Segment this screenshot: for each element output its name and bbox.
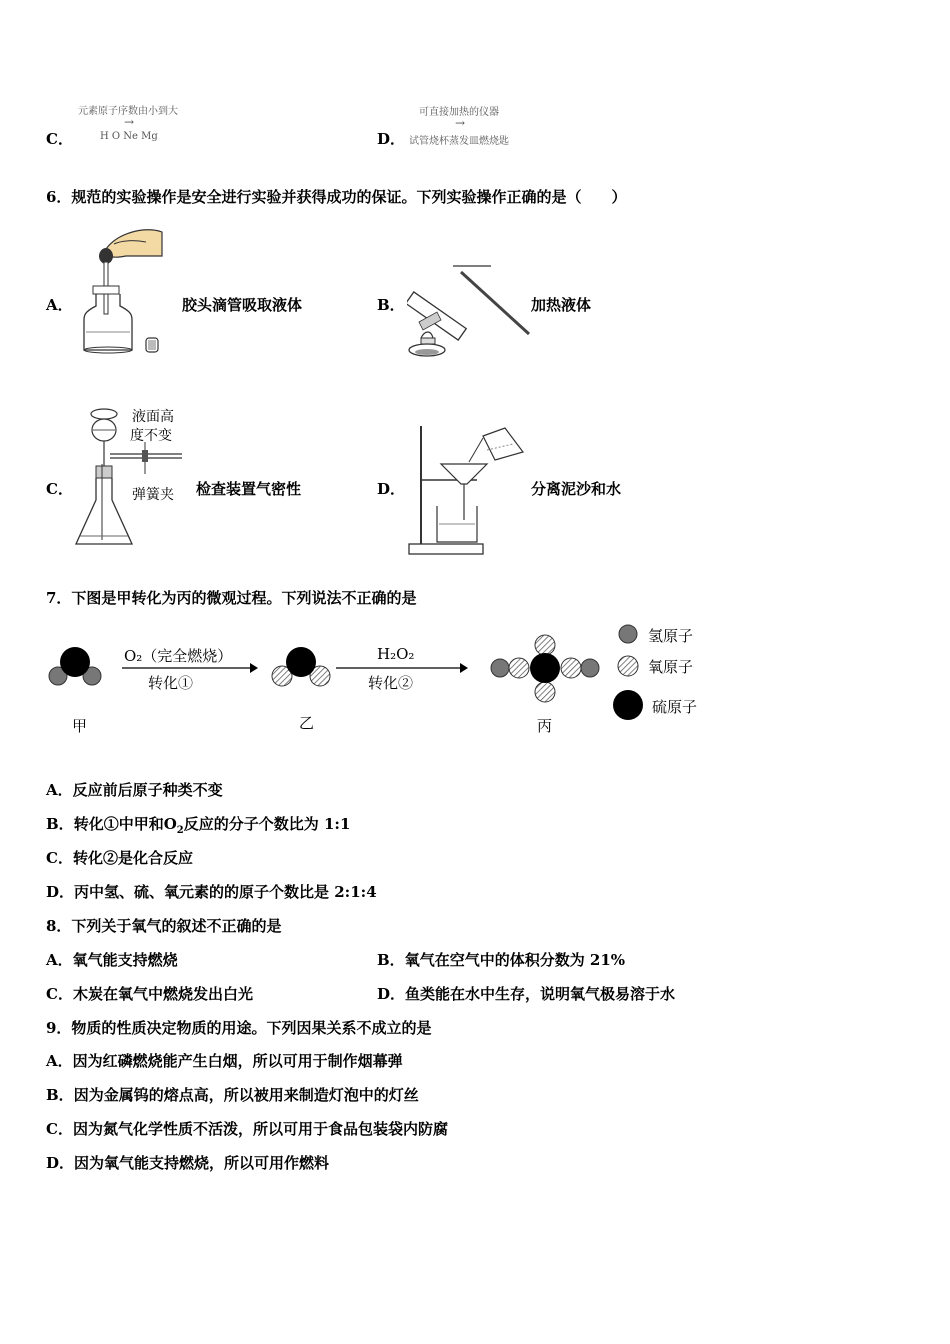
- q7-option-c: [46, 847, 193, 868]
- q5-option-c: [46, 100, 346, 150]
- option-text: 转化②是化合反应: [72, 849, 193, 867]
- q7-option-d: [46, 881, 377, 902]
- option-label: D．: [377, 480, 406, 498]
- option-label: D．: [377, 130, 406, 148]
- legend-oxygen-swatch: [618, 656, 638, 676]
- option-text-sub: 2: [176, 825, 184, 836]
- arrow1-condition: O₂（完全燃烧）: [124, 647, 233, 665]
- arrow1-step: 转化①: [148, 674, 194, 692]
- legend-sulfur: 硫原子: [652, 698, 698, 716]
- option-label: A．: [46, 1052, 73, 1070]
- q9-option-b: [46, 1084, 419, 1105]
- option-label: A．: [46, 951, 73, 969]
- q5d-top-text: 可直接加热的仪器: [419, 107, 499, 118]
- option-text-pre: 转化①中甲和: [73, 815, 164, 833]
- q7-stem: 7．下图是甲转化为丙的微观过程。下列说法不正确的是: [46, 589, 417, 607]
- option-text: 氧气在空气中的体积分数为 21%: [404, 951, 626, 969]
- option-text: 分离泥沙和水: [531, 480, 622, 498]
- q5d-bottom-text: 试管烧杯蒸发皿燃烧匙: [409, 136, 509, 147]
- option-text: 检查装置气密性: [196, 480, 302, 498]
- q5-option-d: [377, 100, 677, 150]
- legend: [613, 625, 643, 720]
- q6-option-a: [46, 222, 366, 362]
- heating-tube-figure: [407, 256, 537, 366]
- option-label: C．: [46, 849, 73, 867]
- q9-stem: 9．物质的性质决定物质的用途。下列因果关系不成立的是: [46, 1019, 432, 1037]
- option-label: C．: [46, 985, 73, 1003]
- option-text-o: O: [163, 815, 177, 833]
- option-label: C．: [46, 130, 73, 148]
- q5d-arrow: →: [455, 116, 466, 130]
- option-text: 木炭在氧气中燃烧发出白光: [72, 985, 253, 1003]
- q8-stem: 8．下列关于氧气的叙述不正确的是: [46, 917, 282, 935]
- option-label: A．: [46, 781, 73, 799]
- q8-option-d: [377, 983, 675, 1004]
- legend-oxygen: 氧原子: [648, 658, 694, 676]
- q6-stem: 6．规范的实验操作是安全进行实验并获得成功的保证。下列实验操作正确的是（ ）: [46, 188, 627, 206]
- option-text: 胶头滴管吸取液体: [182, 296, 303, 314]
- option-text: 因为红磷燃烧能产生白烟，所以可用于制作烟幕弹: [72, 1052, 403, 1070]
- option-text: 反应前后原子种类不变: [72, 781, 223, 799]
- q6-option-c: [46, 404, 366, 554]
- q5c-bottom-text: H O Ne Mg: [100, 131, 158, 142]
- option-label: B．: [377, 296, 405, 314]
- option-text: 鱼类能在水中生存，说明氧气极易溶于水: [405, 985, 676, 1003]
- annotation-unchanged: 度不变: [130, 428, 172, 444]
- option-label: B．: [377, 951, 405, 969]
- q8-option-c: [46, 983, 253, 1004]
- option-label: C．: [46, 1120, 73, 1138]
- legend-sulfur-swatch: [613, 690, 643, 720]
- option-label: D．: [377, 985, 406, 1003]
- filtration-figure: [407, 420, 532, 560]
- q9-option-a: [46, 1050, 403, 1071]
- option-text-post: 反应的分子个数比为 1:1: [183, 815, 351, 833]
- legend-hydrogen: 氢原子: [648, 627, 694, 645]
- option-text: 因为氮气化学性质不活泼，所以可用于食品包装袋内防腐: [72, 1120, 448, 1138]
- arrow2-condition: H₂O₂: [377, 645, 415, 663]
- dropper-bottle-figure: [76, 222, 206, 362]
- arrow2-step: 转化②: [368, 674, 414, 692]
- q7-option-a: [46, 779, 223, 800]
- label-bing: 丙: [537, 717, 553, 735]
- q8-option-b: [377, 949, 625, 970]
- molecule-yi: [272, 647, 330, 686]
- label-yi: 乙: [299, 714, 315, 732]
- option-text: 丙中氢、硫、氧元素的的原子个数比是 2:1:4: [74, 883, 377, 901]
- option-label: C．: [46, 480, 73, 498]
- q5c-top-text: 元素原子序数由小到大: [78, 106, 178, 117]
- option-label: D．: [46, 1154, 75, 1172]
- annotation-clamp: 弹簧夹: [132, 487, 174, 503]
- option-text: 氧气能支持燃烧: [72, 951, 178, 969]
- option-text: 因为氧气能支持燃烧，所以可用作燃料: [74, 1154, 330, 1172]
- q5c-arrow: →: [124, 115, 135, 129]
- option-label: A．: [46, 296, 73, 314]
- q7-option-b: [46, 813, 350, 836]
- option-label: B．: [46, 1086, 74, 1104]
- q6-option-d: [377, 420, 697, 560]
- molecule-jia: [49, 647, 101, 685]
- molecule-bing: [491, 635, 599, 702]
- q6-option-b: [377, 256, 697, 366]
- legend-hydrogen-swatch: [619, 625, 637, 643]
- option-label: B．: [46, 815, 74, 833]
- option-text: 加热液体: [531, 296, 592, 314]
- q8-option-a: [46, 949, 178, 970]
- q9-option-d: [46, 1152, 329, 1173]
- q9-option-c: [46, 1118, 448, 1139]
- annotation-liquid-level: 液面高: [132, 409, 174, 425]
- option-text: 因为金属钨的熔点高，所以被用来制造灯泡中的灯丝: [73, 1086, 419, 1104]
- option-label: D．: [46, 883, 75, 901]
- label-jia: 甲: [72, 717, 88, 735]
